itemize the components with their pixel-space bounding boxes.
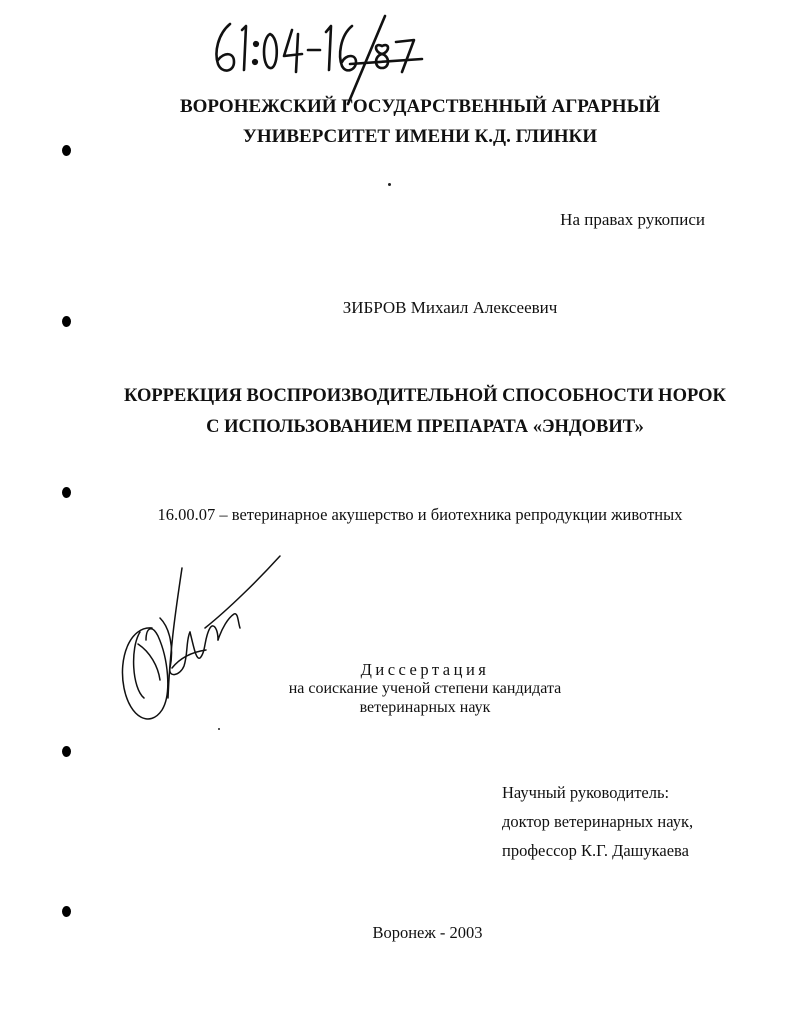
supervisor-block <box>502 778 742 865</box>
punch-hole <box>62 906 71 917</box>
punch-hole <box>62 316 71 327</box>
thesis-title <box>120 381 730 443</box>
speck-mark <box>388 183 391 186</box>
punch-hole <box>62 746 71 757</box>
punch-hole <box>62 145 71 156</box>
dissertation-field: ветеринарных наук <box>359 699 491 716</box>
author-name: ЗИБРОВ Михаил Алексеевич <box>342 298 558 317</box>
dissertation-block <box>230 660 620 717</box>
university-line-1: ВОРОНЕЖСКИЙ ГОСУДАРСТВЕННЫЙ АГРАРНЫЙ <box>179 96 661 117</box>
dissertation-degree: на соискание ученой степени кандидата <box>288 680 562 697</box>
supervisor-name: профессор К.Г. Дашукаева <box>502 841 689 860</box>
supervisor-heading: Научный руководитель: <box>502 783 670 802</box>
university-line-2: УНИВЕРСИТЕТ ИМЕНИ К.Д. ГЛИНКИ <box>242 126 598 147</box>
manuscript-note: На правах рукописи <box>560 210 705 229</box>
thesis-title-line-1: КОРРЕКЦИЯ ВОСПРОИЗВОДИТЕЛЬНОЙ СПОСОБНОСТИ НОРОК <box>124 386 726 406</box>
punch-hole <box>62 487 71 498</box>
city-year: Воронеж - 2003 <box>372 923 483 942</box>
supervisor-degree: доктор ветеринарных наук, <box>502 812 694 831</box>
university-header <box>150 92 690 152</box>
speck-mark <box>218 728 220 730</box>
thesis-title-line-2: С ИСПОЛЬЗОВАНИЕМ ПРЕПАРАТА «ЭНДОВИТ» <box>206 417 644 437</box>
specialty-code: 16.00.07 – ветеринарное акушерство и биотехника репродукции животных <box>157 505 683 524</box>
dissertation-label: Диссертация <box>360 660 490 679</box>
